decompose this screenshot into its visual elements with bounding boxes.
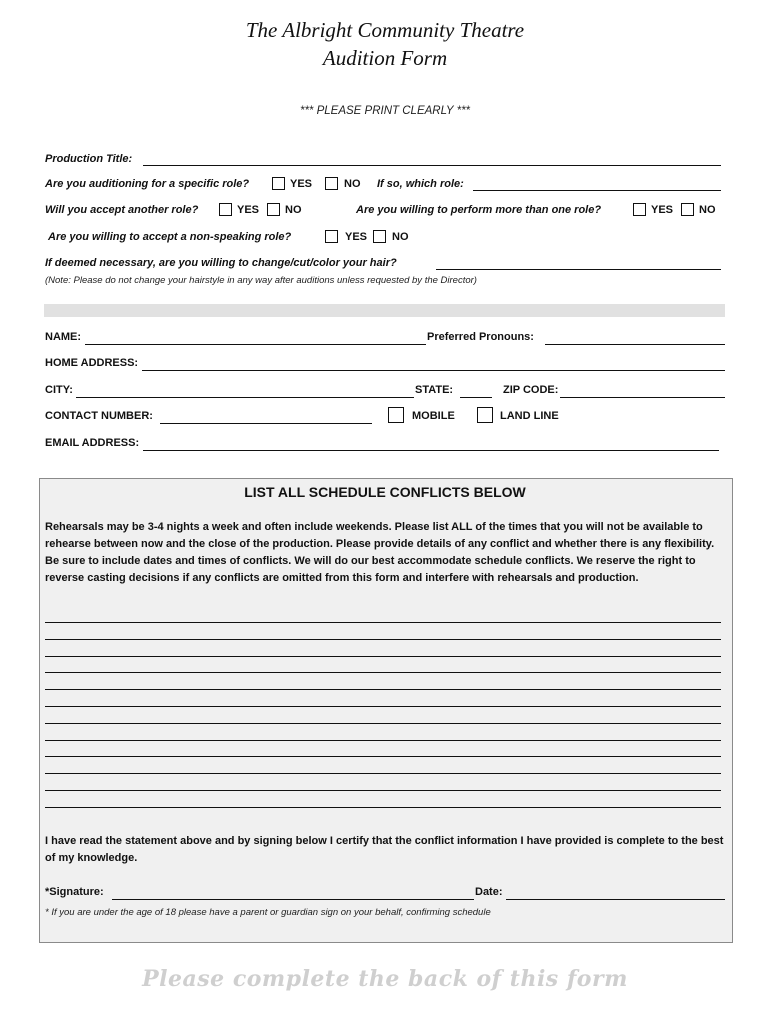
more-than-one-no-label: NO (699, 204, 716, 216)
accept-another-yes-checkbox[interactable] (219, 203, 232, 216)
name-label: NAME: (45, 331, 82, 343)
more-than-one-role-question: Are you willing to perform more than one role? (356, 204, 602, 216)
signature-field[interactable] (112, 899, 474, 900)
conflict-line[interactable] (45, 807, 721, 808)
conflict-line[interactable] (45, 740, 721, 741)
email-address-label: EMAIL ADDRESS: (45, 437, 140, 449)
print-clearly-note: *** PLEASE PRINT CLEARLY *** (299, 105, 471, 117)
non-speaking-yes-label: YES (345, 231, 368, 243)
specific-role-yes-checkbox[interactable] (272, 177, 285, 190)
form-subtitle: Audition Form (322, 46, 448, 70)
schedule-conflicts-instructions: Rehearsals may be 3-4 nights a week and often include weekends. Please list ALL of the times that you will not be available to rehearse between now and the close of the production. Please provide details of any conflict and whether there is any flexibility. Be sure to include dates and times of conflicts. We will do our best accommodate schedule conflicts. We reserve the right to reverse casting decisions if any conflicts are omitted from this form and interfere with rehearsals and production. (45, 521, 715, 584)
accept-another-role-question: Will you accept another role? (45, 204, 199, 216)
home-address-field[interactable] (142, 370, 725, 371)
which-role-field[interactable] (473, 190, 721, 191)
certification-statement: I have read the statement above and by signing below I certify that the conflict information I have provided is complete to the best of my knowledge. (45, 835, 724, 864)
more-than-one-yes-label: YES (651, 204, 674, 216)
accept-another-no-checkbox[interactable] (267, 203, 280, 216)
non-speaking-no-label: NO (392, 231, 409, 243)
conflict-line[interactable] (45, 656, 721, 657)
conflict-line[interactable] (45, 672, 721, 673)
specific-role-no-checkbox[interactable] (325, 177, 338, 190)
specific-role-question: Are you auditioning for a specific role? (45, 178, 250, 190)
which-role-label: If so, which role: (377, 178, 464, 190)
conflict-line[interactable] (45, 622, 721, 623)
mobile-label: MOBILE (412, 410, 455, 422)
conflict-line[interactable] (45, 790, 721, 791)
complete-back-note: Please complete the back of this form (142, 966, 628, 992)
state-field[interactable] (460, 397, 492, 398)
landline-label: LAND LINE (500, 410, 559, 422)
specific-role-yes-label: YES (290, 178, 313, 190)
production-title-field[interactable] (143, 165, 721, 166)
section-divider (44, 304, 725, 317)
hair-change-question: If deemed necessary, are you willing to change/cut/color your hair? (45, 257, 397, 269)
non-speaking-yes-checkbox[interactable] (325, 230, 338, 243)
non-speaking-no-checkbox[interactable] (373, 230, 386, 243)
pronouns-label: Preferred Pronouns: (427, 331, 534, 343)
hair-change-field[interactable] (436, 269, 721, 270)
signature-label: *Signature: (45, 886, 104, 898)
landline-checkbox[interactable] (477, 407, 493, 423)
accept-another-yes-label: YES (237, 204, 260, 216)
guardian-note: * If you are under the age of 18 please have a parent or guardian sign on your behalf, confirming schedule (45, 907, 491, 918)
conflict-line[interactable] (45, 773, 721, 774)
conflict-line[interactable] (45, 689, 721, 690)
city-field[interactable] (76, 397, 414, 398)
conflict-line[interactable] (45, 723, 721, 724)
zip-code-label: ZIP CODE: (503, 384, 559, 396)
city-label: CITY: (45, 384, 73, 396)
conflict-line[interactable] (45, 639, 721, 640)
schedule-conflicts-title: LIST ALL SCHEDULE CONFLICTS BELOW (244, 484, 526, 500)
specific-role-no-label: NO (344, 178, 361, 190)
date-label: Date: (475, 886, 503, 898)
accept-another-no-label: NO (285, 204, 302, 216)
email-address-field[interactable] (143, 450, 719, 451)
mobile-checkbox[interactable] (388, 407, 404, 423)
hair-change-note: (Note: Please do not change your hairstyle in any way after auditions unless requested by the Director) (45, 275, 477, 286)
production-title-label: Production Title: (45, 153, 133, 165)
date-field[interactable] (506, 899, 725, 900)
state-label: STATE: (415, 384, 454, 396)
conflict-line[interactable] (45, 756, 721, 757)
non-speaking-question: Are you willing to accept a non-speaking role? (48, 231, 292, 243)
more-than-one-no-checkbox[interactable] (681, 203, 694, 216)
home-address-label: HOME ADDRESS: (45, 357, 139, 369)
more-than-one-yes-checkbox[interactable] (633, 203, 646, 216)
contact-number-field[interactable] (160, 423, 372, 424)
conflict-line[interactable] (45, 706, 721, 707)
form-title: The Albright Community Theatre (245, 18, 525, 42)
name-field[interactable] (85, 344, 426, 345)
pronouns-field[interactable] (545, 344, 725, 345)
contact-number-label: CONTACT NUMBER: (45, 410, 153, 422)
zip-code-field[interactable] (560, 397, 725, 398)
